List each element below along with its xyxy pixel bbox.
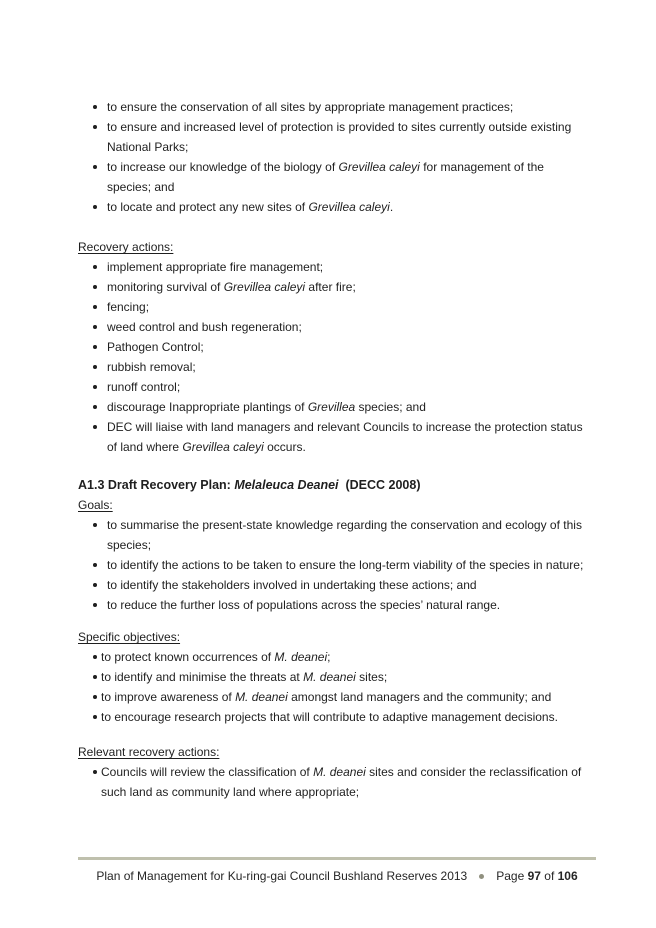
list-item: to ensure and increased level of protection is provided to sites currently outside existing National Parks; — [78, 117, 596, 157]
list-item: to locate and protect any new sites of Grevillea caleyi. — [78, 197, 596, 217]
list-item: to summarise the present-state knowledge regarding the conservation and ecology of this species; — [78, 515, 596, 555]
page-footer — [78, 857, 596, 886]
recovery-actions-list — [78, 257, 596, 457]
list-item: weed control and bush regeneration; — [78, 317, 596, 337]
list-item: Pathogen Control; — [78, 337, 596, 357]
list-item: DEC will liaise with land managers and relevant Councils to increase the protection status of land where Grevillea caleyi occurs. — [78, 417, 596, 457]
specific-objectives-list — [78, 647, 596, 727]
list-item: implement appropriate fire management; — [78, 257, 596, 277]
list-item: to encourage research projects that will contribute to adaptive management decisions. — [78, 707, 596, 727]
list-item: runoff control; — [78, 377, 596, 397]
footer-title: Plan of Management for Ku-ring-gai Council Bushland Reserves 2013 — [96, 869, 468, 883]
relevant-recovery-actions-list — [78, 762, 596, 802]
list-item: to improve awareness of M. deanei amongst land managers and the community; and — [78, 687, 596, 707]
relevant-recovery-actions-heading: Relevant recovery actions: — [78, 745, 220, 759]
footer-text — [78, 866, 596, 886]
list-item: Councils will review the classification of M. deanei sites and consider the reclassification of such land as community land where appropriate; — [78, 762, 596, 802]
footer-separator-dot — [479, 874, 484, 879]
page-content — [78, 97, 596, 802]
list-item: rubbish removal; — [78, 357, 596, 377]
list-item: to identify the actions to be taken to ensure the long-term viability of the species in nature; — [78, 555, 596, 575]
list-item: to protect known occurrences of M. deanei; — [78, 647, 596, 667]
goals-heading: Goals: — [78, 498, 113, 512]
list-item: to increase our knowledge of the biology of Grevillea caleyi for management of the species; and — [78, 157, 596, 197]
list-item: discourage Inappropriate plantings of Grevillea species; and — [78, 397, 596, 417]
list-item: to identify and minimise the threats at M. deanei sites; — [78, 667, 596, 687]
list-item: to identify the stakeholders involved in undertaking these actions; and — [78, 575, 596, 595]
footer-page-indicator: Page 97 of 106 — [496, 869, 578, 883]
specific-objectives-heading: Specific objectives: — [78, 630, 181, 644]
section-a13-heading: A1.3 Draft Recovery Plan: Melaleuca Deanei (DECC 2008) — [78, 478, 421, 492]
recovery-actions-heading: Recovery actions: — [78, 240, 174, 254]
list-item: monitoring survival of Grevillea caleyi after fire; — [78, 277, 596, 297]
list-item: fencing; — [78, 297, 596, 317]
list-item: to ensure the conservation of all sites by appropriate management practices; — [78, 97, 596, 117]
footer-rule — [78, 857, 596, 860]
grevillea-objectives-list — [78, 97, 596, 217]
list-item: to reduce the further loss of populations across the species’ natural range. — [78, 595, 596, 615]
goals-list — [78, 515, 596, 615]
